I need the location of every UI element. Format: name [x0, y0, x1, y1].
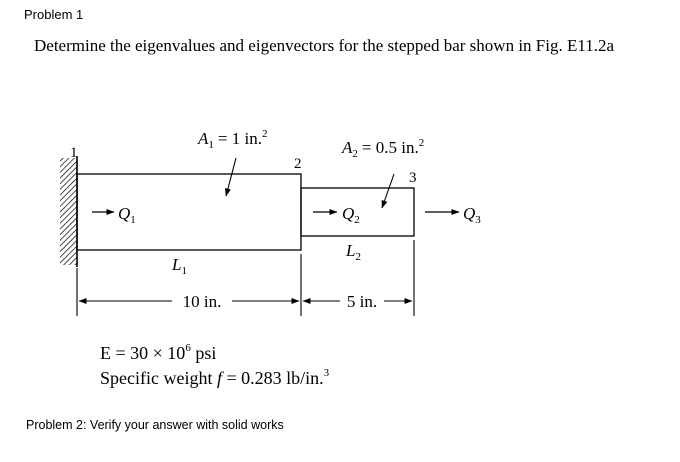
problem2-statement: Problem 2: Verify your answer with solid works: [26, 418, 284, 432]
area1-label: $A_1 = 1$ in.$^2$: [198, 128, 268, 151]
area2-label: $A_2 = 0.5$ in.$^2$: [342, 137, 425, 160]
node-label-1: 1: [70, 145, 78, 161]
length-label-l2: $L_2$: [346, 241, 361, 263]
area1-pointer-arrow: [226, 158, 236, 196]
area2-pointer-arrow: [382, 174, 394, 208]
node-label-2: 2: [294, 156, 302, 172]
dimension-label-l2: 5 in.: [346, 292, 378, 311]
length-label-l1: $L_1$: [172, 255, 187, 277]
problem1-heading: Problem 1: [24, 7, 84, 22]
dof-label-q2: $Q_2$: [342, 204, 360, 226]
node-label-3: 3: [409, 170, 417, 186]
specific-weight-text: Specific weight f = 0.283 lb/in.$^3$: [100, 367, 330, 388]
problem1-statement: Determine the eigenvalues and eigenvectors for the stepped bar shown in Fig. E11.2a: [34, 36, 615, 55]
dimension-label-l1: 10 in.: [182, 292, 222, 311]
dof-label-q3: $Q_3$: [463, 204, 481, 226]
elastic-modulus-text: $E = 30 \times 10^6$ psi: [100, 342, 217, 363]
fixed-wall-support: [60, 156, 77, 267]
dof-label-q1: $Q_1$: [118, 204, 136, 226]
